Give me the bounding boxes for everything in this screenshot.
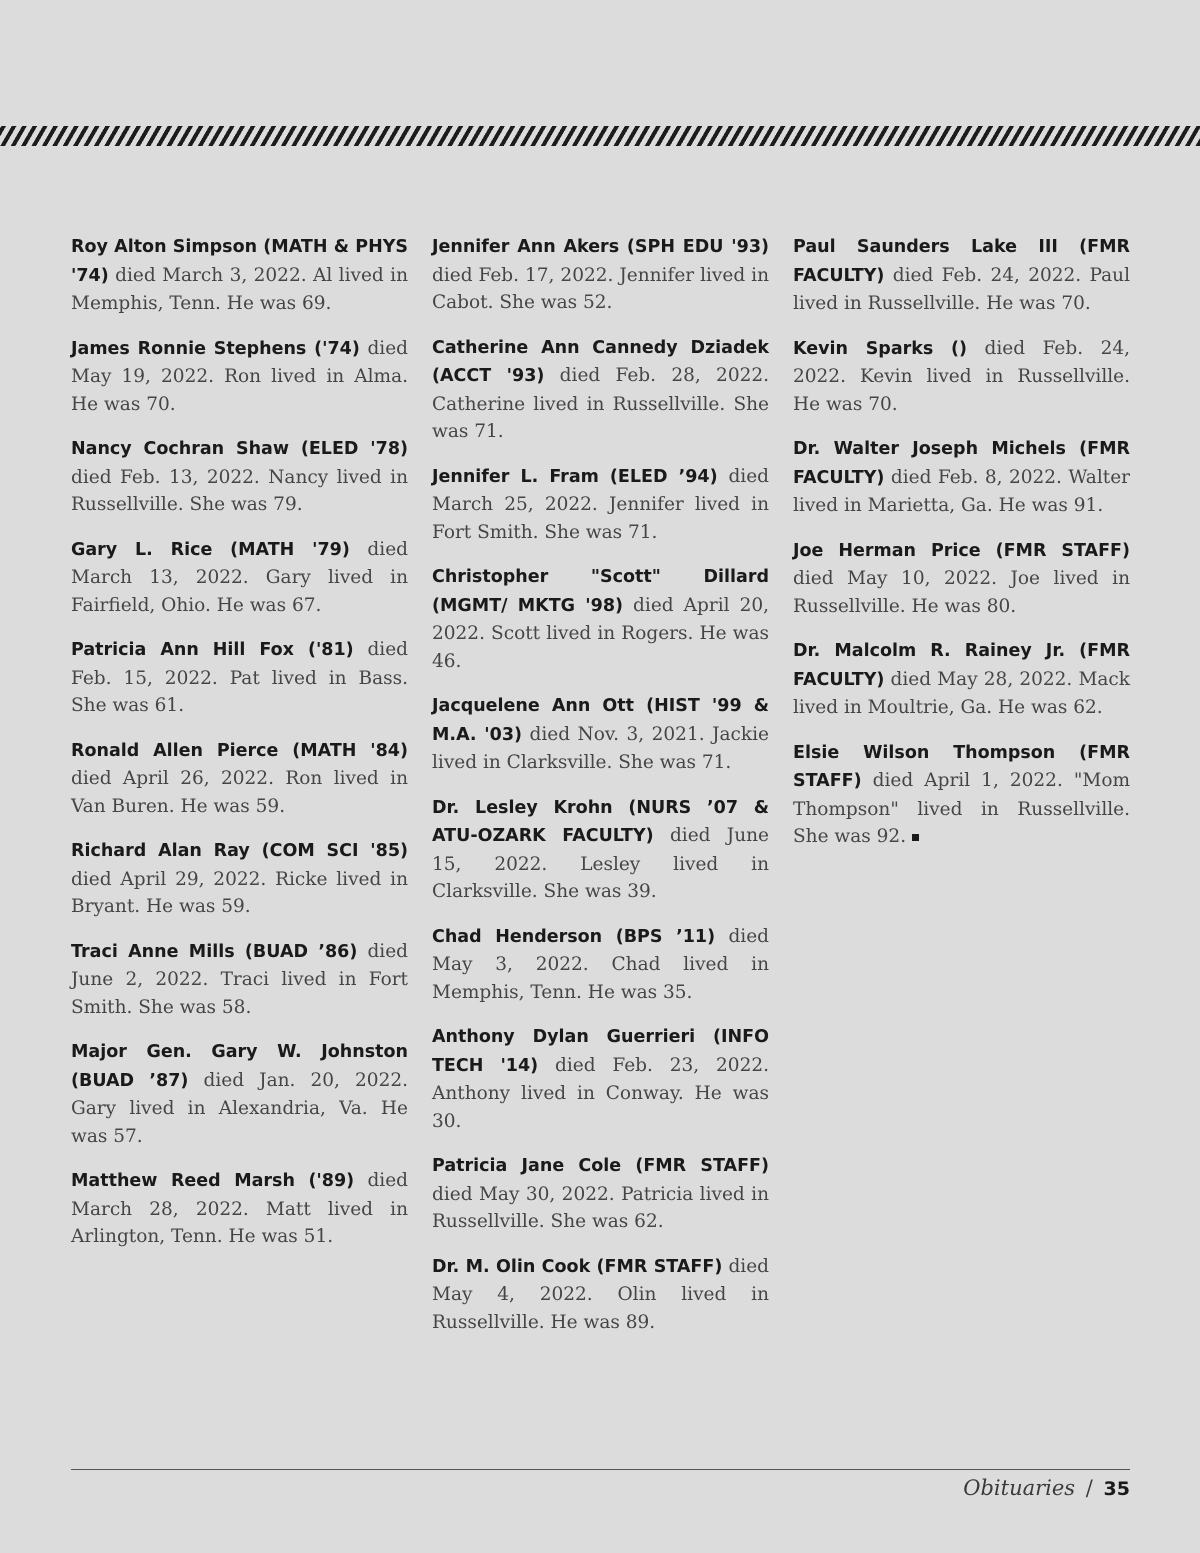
obituary-entry <box>793 233 1130 318</box>
obituary-entry <box>432 1253 769 1337</box>
obituary-entry <box>71 335 408 419</box>
obituary-name: James Ronnie Stephens ('74) <box>71 338 360 359</box>
obituary-name: Joe Herman Price (FMR STAFF) <box>793 540 1130 561</box>
obituary-entry <box>71 1038 408 1150</box>
page-number: 35 <box>1103 1478 1130 1500</box>
obituary-entry <box>432 233 769 317</box>
obituary-text: died April 1, 2022. "Mom Thompson" lived in Russellville. She was 92. <box>793 770 1130 847</box>
obituary-name: Matthew Reed Marsh ('89) <box>71 1171 355 1191</box>
obituary-entry <box>432 794 769 906</box>
obituary-text: died April 26, 2022. Ron lived in Van Buren. He was 59. <box>71 768 408 817</box>
obituary-text: died May 3, 2022. Chad lived in Memphis, Tenn. He was 35. <box>432 925 770 1003</box>
obituary-text: died June 2, 2022. Traci lived in Fort Smith. She was 58. <box>71 940 408 1018</box>
obituary-entry <box>432 463 769 547</box>
obituary-entry <box>793 537 1130 621</box>
obituary-entry <box>71 1167 408 1251</box>
obituary-text: died May 4, 2022. Olin lived in Russellville. He was 89. <box>432 1255 769 1333</box>
obituary-text: died March 3, 2022. Al lived in Memphis, Tenn. He was 69. <box>71 264 408 314</box>
obituary-entry <box>432 563 769 675</box>
obituary-name: Nancy Cochran Shaw (ELED '78) <box>71 439 408 459</box>
page-footer <box>963 1476 1130 1500</box>
obituary-name: Dr. Malcolm R. Rainey Jr. (FMR FACULTY) <box>793 641 1130 690</box>
obituary-name: Dr. Walter Joseph Michels (FMR FACULTY) <box>793 439 1130 488</box>
obituary-entry <box>432 334 769 446</box>
obituary-name: Kevin Sparks () <box>793 338 968 359</box>
hatched-header-band <box>0 126 1200 146</box>
obituary-name: Dr. Lesley Krohn (NURS ’07 & ATU-OZARK FACULTY) <box>432 797 769 846</box>
footer-separator: / <box>1085 1476 1093 1500</box>
obituary-name: Patricia Ann Hill Fox ('81) <box>71 640 354 660</box>
obituary-name: Chad Henderson (BPS ’11) <box>432 926 716 947</box>
obituary-text: died Feb. 24, 2022. Kevin lived in Russellville. He was 70. <box>793 337 1130 415</box>
obituary-text: died April 29, 2022. Ricke lived in Bryant. He was 59. <box>71 868 408 917</box>
obituary-name: Patricia Jane Cole (FMR STAFF) <box>432 1156 769 1176</box>
obituary-text: died May 10, 2022. Joe lived in Russellville. He was 80. <box>793 568 1130 617</box>
obituary-name: Christopher "Scott" Dillard (MGMT/ MKTG '98) <box>432 567 769 616</box>
obituary-name: Jacquelene Ann Ott (HIST '99 & M.A. '03) <box>432 696 769 745</box>
obituary-text: died March 25, 2022. Jennifer lived in Fort Smith. She was 71. <box>432 465 770 543</box>
obituary-entry <box>432 692 769 777</box>
obituary-text: died May 28, 2022. Mack lived in Moultrie, Ga. He was 62. <box>793 668 1130 718</box>
obituary-name: Dr. M. Olin Cook (FMR STAFF) <box>432 1256 723 1277</box>
obituary-entry <box>793 637 1130 722</box>
obituary-name: Paul Saunders Lake III (FMR FACULTY) <box>793 237 1130 286</box>
obituary-entry <box>432 923 769 1007</box>
footer-rule <box>71 1469 1130 1470</box>
obituary-name: Anthony Dylan Guerrieri (INFO TECH '14) <box>432 1027 769 1076</box>
obituary-text: died Feb. 17, 2022. Jennifer lived in Cabot. She was 52. <box>432 264 769 313</box>
obituary-entry <box>71 636 408 720</box>
obituary-name: Gary L. Rice (MATH '79) <box>71 539 350 560</box>
obituary-entry <box>793 435 1130 520</box>
obituary-text: died Jan. 20, 2022. Gary lived in Alexandria, Va. He was 57. <box>71 1069 409 1147</box>
obituary-name: Elsie Wilson Thompson (FMR STAFF) <box>793 742 1130 791</box>
obituary-text: died March 28, 2022. Matt lived in Arlington, Tenn. He was 51. <box>71 1170 409 1247</box>
obituary-column-1 <box>71 233 408 1268</box>
obituary-text: died May 30, 2022. Patricia lived in Russellville. She was 62. <box>432 1183 769 1232</box>
obituary-name: Jennifer Ann Akers (SPH EDU '93) <box>432 237 769 257</box>
obituary-text: died April 20, 2022. Scott lived in Rogers. He was 46. <box>432 594 769 672</box>
obituary-text: died Feb. 15, 2022. Pat lived in Bass. She was 61. <box>71 639 408 716</box>
obituary-entry <box>432 1023 769 1135</box>
obituary-entry <box>71 435 408 519</box>
obituary-text: died Feb. 8, 2022. Walter lived in Marietta, Ga. He was 91. <box>793 466 1130 516</box>
obituary-text: died March 13, 2022. Gary lived in Fairfield, Ohio. He was 67. <box>71 538 408 616</box>
obituary-name: Traci Anne Mills (BUAD ’86) <box>71 941 358 962</box>
obituary-entry <box>71 737 408 821</box>
obituary-entry <box>793 739 1130 851</box>
obituary-name: Major Gen. Gary W. Johnston (BUAD ’87) <box>71 1042 408 1091</box>
obituary-column-2 <box>432 233 769 1353</box>
obituary-column-3 <box>793 233 1130 868</box>
obituary-entry <box>71 233 408 318</box>
obituary-entry <box>793 335 1130 419</box>
obituary-text: died Feb. 28, 2022. Catherine lived in Russellville. She was 71. <box>432 365 770 442</box>
obituary-entry <box>71 837 408 921</box>
obituary-text: died Feb. 13, 2022. Nancy lived in Russellville. She was 79. <box>71 466 408 515</box>
obituary-name: Richard Alan Ray (COM SCI '85) <box>71 841 408 861</box>
obituary-text: died May 19, 2022. Ron lived in Alma. He was 70. <box>71 337 408 415</box>
end-mark-icon <box>912 834 919 841</box>
obituary-text: died Feb. 23, 2022. Anthony lived in Conway. He was 30. <box>432 1054 769 1132</box>
obituary-entry <box>71 938 408 1022</box>
obituary-text: died Nov. 3, 2021. Jackie lived in Clarksville. She was 71. <box>432 723 769 773</box>
obituary-name: Jennifer L. Fram (ELED ’94) <box>432 466 718 487</box>
obituary-name: Roy Alton Simpson (MATH & PHYS '74) <box>71 237 408 286</box>
obituary-entry <box>71 536 408 620</box>
obituary-text: died June 15, 2022. Lesley lived in Clarksville. She was 39. <box>432 825 769 902</box>
section-title: Obituaries <box>963 1476 1076 1500</box>
obituary-entry <box>432 1152 769 1236</box>
obituary-name: Ronald Allen Pierce (MATH '84) <box>71 740 408 761</box>
obituary-name: Catherine Ann Cannedy Dziadek (ACCT '93) <box>432 337 769 386</box>
obituary-text: died Feb. 24, 2022. Paul lived in Russellville. He was 70. <box>793 264 1130 314</box>
